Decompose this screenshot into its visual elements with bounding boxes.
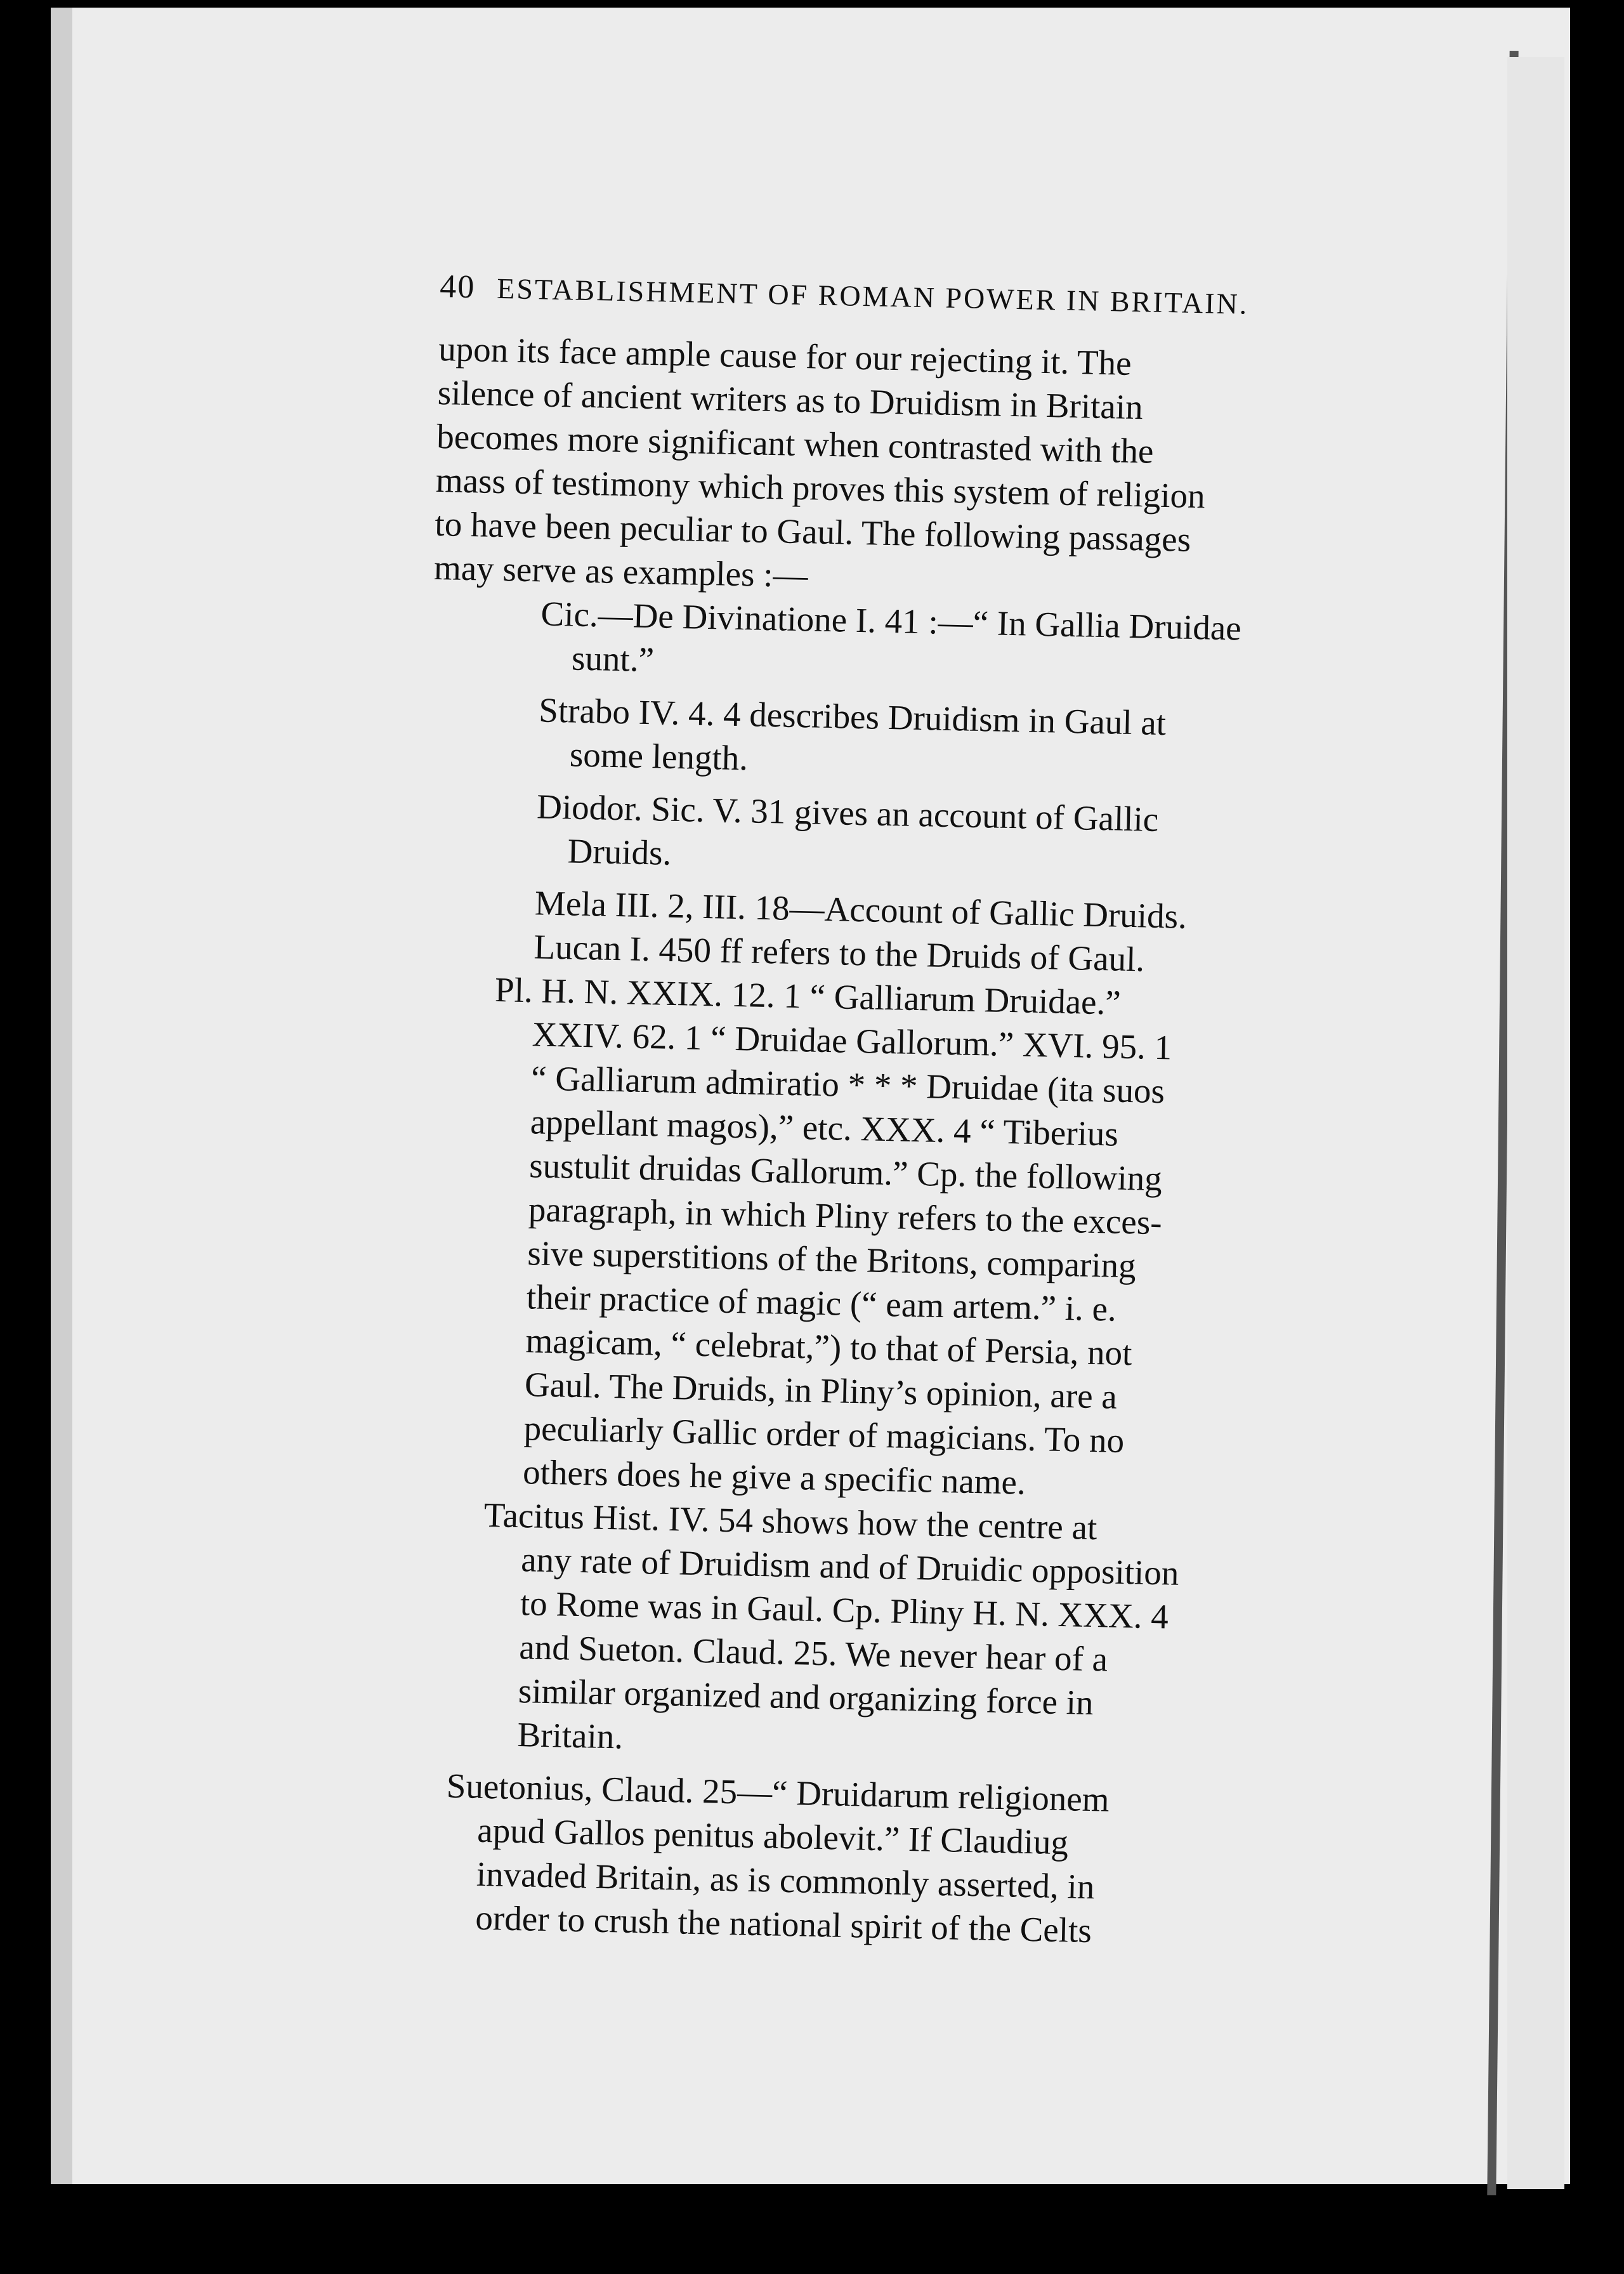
text-line: some length. [569, 735, 749, 778]
intro-paragraph [433, 327, 1434, 610]
text-line: peculiarly Gallic order of magicians. To no [523, 1409, 1125, 1460]
page-content [405, 268, 1436, 1959]
text-line: Strabo IV. 4. 4 describes Druidism in Gaul at [538, 690, 1167, 743]
text-line: any rate of Druidism and of Druidic opposition [520, 1540, 1179, 1593]
text-line: sunt.” [571, 638, 655, 680]
text-line: to have been peculiar to Gaul. The following passages [434, 504, 1191, 559]
text-line: Druids. [567, 831, 672, 872]
text-line: mass of testimony which proves this system of religion [435, 460, 1206, 516]
text-line: becomes more significant when contrasted with the [436, 416, 1155, 471]
facing-page-edge [1507, 57, 1564, 2189]
text-line: “ Galliarum admiratio * * * Druidae (ita suos [530, 1058, 1165, 1111]
text-line: upon its face ample cause for our rejecting it. The [438, 329, 1132, 383]
text-line: similar organized and organizing force in [518, 1671, 1094, 1723]
text-line: Gaul. The Druids, in Pliny’s opinion, are a [524, 1365, 1118, 1416]
text-line: sustulit druidas Gallorum.” Cp. the following [528, 1146, 1163, 1199]
body-text [405, 327, 1435, 1959]
text-line: may serve as examples :— [433, 548, 809, 595]
book-page [51, 8, 1570, 2184]
text-line: Lucan I. 450 ff refers to the Druids of Gaul. [533, 927, 1145, 979]
text-line: sive superstitions of the Britons, comparing [527, 1233, 1137, 1285]
citation-suetonius [405, 1763, 1405, 1959]
page-number: 40 [439, 268, 476, 306]
text-line: appellant magos),” etc. XXX. 4 “ Tiberius [530, 1102, 1119, 1153]
text-line: Pl. H. N. XXIX. 12. 1 “ Galliarum Druidae.” [494, 970, 1122, 1022]
text-line: Tacitus Hist. IV. 54 shows how the centre at [483, 1495, 1097, 1548]
text-line: Britain. [516, 1715, 624, 1756]
text-line: Cic.—De Divinatione I. 41 :—“ In Gallia Druidae [540, 594, 1242, 648]
text-line: apud Gallos penitus abolevit.” If Claudiug [476, 1810, 1069, 1862]
citation-tacitus [409, 1492, 1410, 1775]
text-line: to Rome was in Gaul. Cp. Pliny H. N. XXX. 4 [520, 1584, 1169, 1636]
text-line: order to crush the national spirit of the Celts [475, 1898, 1092, 1950]
text-line: magicam, “ celebrat,”) to that of Persia, not [525, 1321, 1133, 1373]
text-line: Mela III. 2, III. 18—Account of Gallic Druids. [534, 883, 1188, 936]
running-title: ESTABLISHMENT OF ROMAN POWER IN BRITAIN. [496, 272, 1249, 320]
citation-pliny [415, 966, 1422, 1513]
text-line: XXIV. 62. 1 “ Druidae Gallorum.” XVI. 95. 1 [532, 1015, 1172, 1067]
text-line: and Sueton. Claud. 25. We never hear of a [518, 1627, 1108, 1679]
running-head [440, 268, 1436, 326]
text-line: invaded Britain, as is commonly asserted, in [476, 1854, 1095, 1907]
text-line: others does he give a specific name. [522, 1452, 1026, 1502]
text-line: Suetonius, Claud. 25—“ Druidarum religionem [446, 1766, 1110, 1819]
text-line: paragraph, in which Pliny refers to the exces- [528, 1190, 1163, 1242]
text-line: Diodor. Sic. V. 31 gives an account of Gallic [536, 787, 1159, 839]
text-line: silence of ancient writers as to Druidism in Britain [437, 372, 1144, 427]
text-line: their practice of magic (“ eam artem.” i. e. [526, 1277, 1117, 1329]
